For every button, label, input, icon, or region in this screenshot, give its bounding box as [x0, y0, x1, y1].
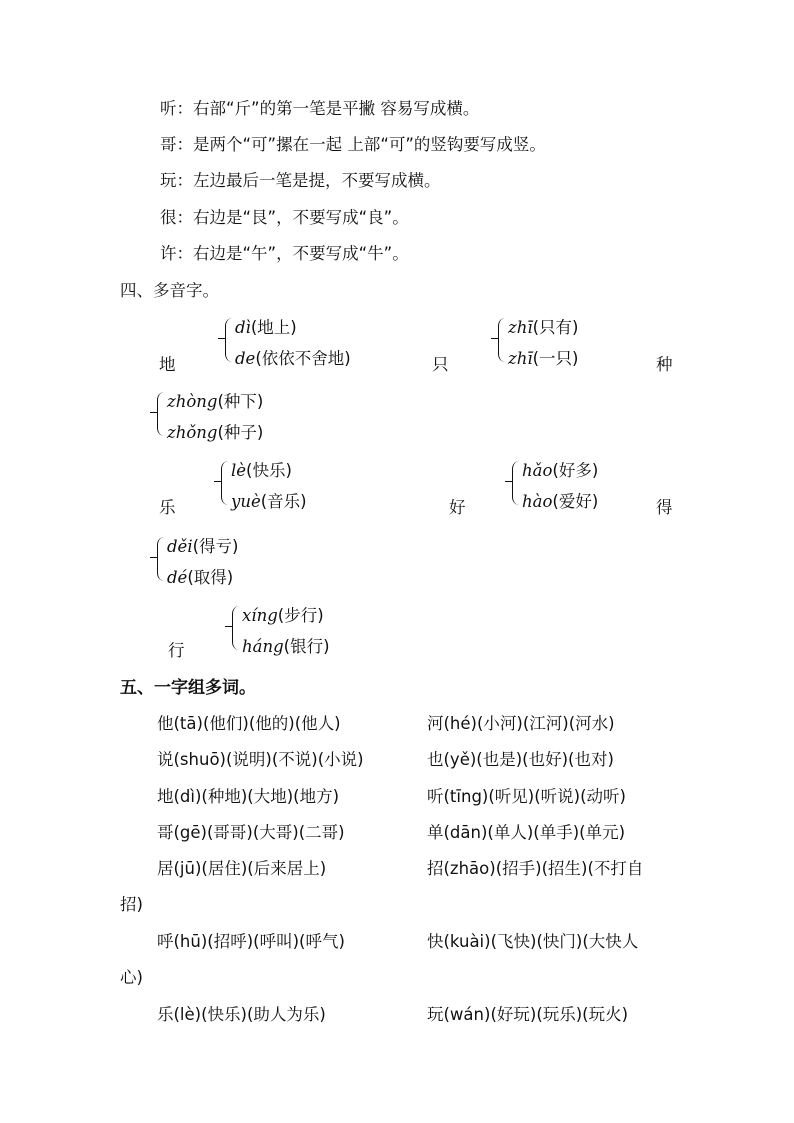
word-group-entry: 招(zhāo)(招手)(招生)(不打自: [427, 859, 644, 878]
pinyin: dì: [235, 318, 251, 337]
section-heading-polyphonic: 四、多音字。: [120, 281, 219, 300]
pinyin: hǎo: [522, 461, 553, 480]
reading-row: [235, 318, 297, 338]
pinyin: děi: [167, 537, 193, 556]
word-group-entry: 乐(lè)(快乐)(助人为乐): [157, 1005, 326, 1024]
word-group-entry: 玩(wán)(好玩)(玩乐)(玩火): [427, 1005, 629, 1024]
brace-symbol: [221, 461, 229, 505]
reading-row: [167, 392, 263, 412]
reading-row: [231, 461, 292, 481]
pinyin: xíng: [242, 606, 278, 625]
example-word: (依依不舍地): [255, 349, 351, 368]
reading-row: [242, 637, 330, 657]
reading-row: [522, 492, 598, 512]
example-word: (好多): [552, 461, 599, 480]
reading-row: [508, 349, 578, 369]
example-word: (一只): [532, 349, 579, 368]
section-heading-word-groups: 五、一字组多词。: [120, 678, 256, 698]
example-word: (音乐): [260, 492, 307, 511]
pinyin: de: [235, 349, 256, 368]
brace-symbol: [512, 461, 520, 505]
example-word: (只有): [532, 318, 579, 337]
note-line: 听：右部“斤”的第一笔是平撇 容易写成横。: [160, 99, 480, 118]
polyphone-char: 乐: [159, 498, 176, 517]
pinyin: zhī: [508, 349, 533, 368]
word-group-entry: 快(kuài)(飞快)(快门)(大快人: [427, 932, 639, 951]
word-group-entry: 哥(gē)(哥哥)(大哥)(二哥): [157, 823, 345, 842]
word-group-entry: 也(yě)(也是)(也好)(也对): [427, 750, 614, 769]
pinyin: dé: [167, 568, 188, 587]
word-group-entry: 说(shuō)(说明)(不说)(小说): [157, 750, 364, 769]
pinyin: háng: [242, 637, 284, 656]
pinyin: zhī: [508, 318, 533, 337]
brace-symbol: [232, 606, 240, 650]
example-word: (取得): [187, 568, 234, 587]
polyphone-char: 地: [159, 355, 176, 374]
word-group-entry-wrap: 招): [120, 895, 143, 914]
word-group-entry: 听(tīng)(听见)(听说)(动听): [427, 787, 626, 806]
word-group-entry: 地(dì)(种地)(大地)(地方): [157, 787, 340, 806]
reading-row: [231, 492, 307, 512]
word-group-entry: 居(jū)(居住)(后来居上): [157, 859, 327, 878]
brace-symbol: [225, 318, 233, 362]
brace-symbol: [157, 537, 165, 581]
pinyin: zhǒng: [167, 423, 218, 442]
pinyin: zhòng: [167, 392, 218, 411]
note-line: 很：右边是“艮”，不要写成“良”。: [160, 208, 409, 227]
word-group-entry: 他(tā)(他们)(他的)(他人): [157, 714, 341, 733]
reading-row: [167, 568, 233, 588]
note-line: 玩：左边最后一笔是提，不要写成横。: [160, 171, 441, 190]
reading-row: [242, 606, 324, 626]
brace-symbol: [498, 318, 506, 362]
reading-row: [522, 461, 598, 481]
polyphone-char: 种: [656, 355, 673, 374]
note-line: 许：右边是“午”，不要写成“牛”。: [160, 244, 409, 263]
brace-symbol: [157, 392, 165, 436]
example-word: (得亏): [192, 537, 239, 556]
polyphone-char: 只: [432, 355, 449, 374]
pinyin: lè: [231, 461, 247, 480]
reading-row: [235, 349, 351, 369]
word-group-entry: 河(hé)(小河)(江河)(河水): [427, 714, 615, 733]
polyphone-char: 行: [168, 641, 185, 660]
reading-row: [508, 318, 578, 338]
reading-row: [167, 537, 238, 557]
example-word: (步行): [277, 606, 324, 625]
polyphone-char: 好: [449, 498, 466, 517]
polyphone-char: 得: [656, 498, 673, 517]
example-word: (种子): [217, 423, 264, 442]
pinyin: hào: [522, 492, 553, 511]
word-group-entry: 单(dān)(单人)(单手)(单元): [427, 823, 626, 842]
example-word: (地上): [250, 318, 297, 337]
example-word: (种下): [217, 392, 264, 411]
note-line: 哥：是两个“可”摞在一起 上部“可”的竖钩要写成竖。: [160, 135, 546, 154]
example-word: (银行): [283, 637, 330, 656]
example-word: (快乐): [246, 461, 292, 480]
reading-row: [167, 423, 263, 443]
pinyin: yuè: [231, 492, 261, 511]
example-word: (爱好): [552, 492, 599, 511]
word-group-entry: 呼(hū)(招呼)(呼叫)(呼气): [157, 932, 345, 951]
word-group-entry-wrap: 心): [120, 968, 143, 987]
